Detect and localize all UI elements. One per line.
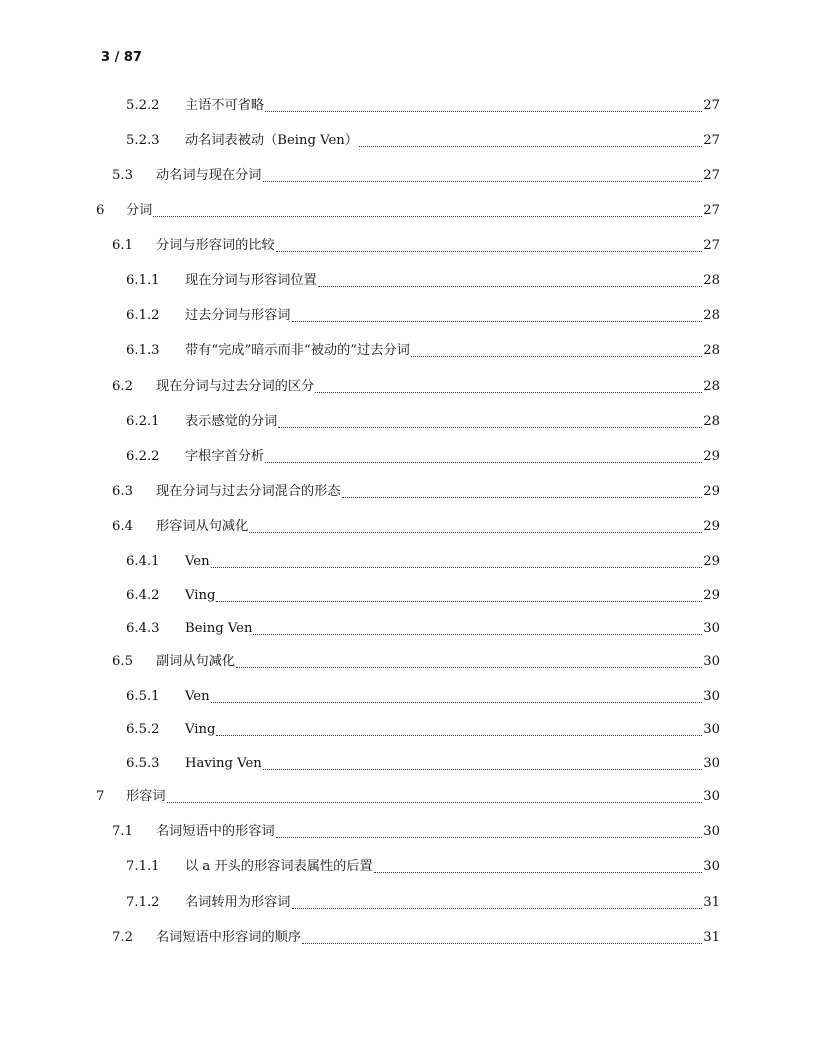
toc-entry-title: 动名词表被动（Being Ven） — [185, 133, 358, 148]
toc-entry-page: 27 — [703, 168, 720, 183]
toc-entry[interactable] — [126, 857, 720, 877]
toc-entry-title: 现在分词与过去分词混合的形态 — [156, 484, 341, 499]
toc-entry[interactable] — [112, 822, 720, 842]
toc-entry-number: 7.2 — [112, 930, 133, 945]
toc-dot-leader — [253, 634, 702, 635]
toc-entry[interactable] — [126, 720, 720, 740]
toc-entry-page: 27 — [703, 98, 720, 113]
toc-entry-page: 29 — [703, 449, 720, 464]
toc-entry-title: 形容词从句减化 — [156, 519, 249, 534]
toc-entry-title: Having Ven — [185, 756, 262, 771]
toc-entry[interactable] — [96, 201, 720, 221]
toc-entry-page: 30 — [703, 621, 720, 636]
toc-entry-page: 29 — [703, 588, 720, 603]
page-indicator: 3 / 87 — [101, 50, 142, 65]
toc-entry-page: 29 — [703, 519, 720, 534]
toc-dot-leader — [302, 943, 702, 944]
toc-entry-page: 28 — [703, 414, 720, 429]
toc-dot-leader — [374, 872, 703, 873]
toc-entry-number: 6.3 — [112, 484, 133, 499]
toc-entry-number: 6.5.2 — [126, 722, 160, 737]
toc-entry-title: 分词 — [126, 203, 153, 218]
toc-dot-leader — [211, 702, 703, 703]
toc-entry-title: Being Ven — [185, 621, 253, 636]
toc-dot-leader — [263, 769, 702, 770]
toc-entry-title: 名词短语中形容词的顺序 — [156, 930, 302, 945]
toc-dot-leader — [249, 532, 702, 533]
toc-entry-page: 30 — [703, 654, 720, 669]
toc-dot-leader — [263, 181, 703, 182]
toc-entry[interactable] — [126, 586, 720, 606]
toc-entry-number: 6 — [96, 203, 105, 218]
toc-entry[interactable] — [112, 236, 720, 256]
toc-dot-leader — [278, 427, 702, 428]
toc-entry-number: 6.1.2 — [126, 308, 160, 323]
toc-dot-leader — [211, 567, 703, 568]
toc-entry-number: 6.1 — [112, 238, 133, 253]
toc-entry-page: 27 — [703, 238, 720, 253]
toc-dot-leader — [411, 356, 702, 357]
toc-entry-page: 29 — [703, 554, 720, 569]
toc-entry[interactable] — [126, 306, 720, 326]
toc-entry[interactable] — [112, 517, 720, 537]
toc-entry-title: 副词从句减化 — [156, 654, 236, 669]
toc-entry-page: 31 — [703, 895, 720, 910]
toc-entry-page: 30 — [703, 824, 720, 839]
toc-entry[interactable] — [96, 787, 720, 807]
toc-entry[interactable] — [126, 687, 720, 707]
toc-entry[interactable] — [126, 447, 720, 467]
toc-entry-page: 30 — [703, 859, 720, 874]
toc-entry-title: Ven — [185, 554, 210, 569]
toc-entry-number: 6.5.3 — [126, 756, 160, 771]
toc-entry-number: 7.1.2 — [126, 895, 160, 910]
toc-entry-number: 6.4.3 — [126, 621, 160, 636]
toc-dot-leader — [318, 286, 702, 287]
toc-entry-title: 字根字首分析 — [185, 449, 265, 464]
toc-entry-number: 6.1.1 — [126, 273, 160, 288]
toc-entry-title: 表示感觉的分词 — [185, 414, 278, 429]
toc-entry[interactable] — [112, 377, 720, 397]
toc-entry-title: Ving — [185, 722, 216, 737]
toc-entry[interactable] — [126, 412, 720, 432]
toc-entry-title: Ving — [185, 588, 216, 603]
toc-dot-leader — [276, 837, 703, 838]
toc-entry-title: Ven — [185, 689, 210, 704]
toc-dot-leader — [292, 321, 703, 322]
toc-entry-title: 现在分词与形容词位置 — [185, 273, 317, 288]
toc-entry[interactable] — [126, 552, 720, 572]
toc-entry-number: 6.4 — [112, 519, 133, 534]
toc-entry-page: 27 — [703, 133, 720, 148]
toc-dot-leader — [292, 908, 703, 909]
toc-entry[interactable] — [126, 96, 720, 116]
toc-entry-number: 7.1.1 — [126, 859, 160, 874]
toc-entry-page: 30 — [703, 756, 720, 771]
toc-entry-number: 6.4.2 — [126, 588, 160, 603]
toc-entry[interactable] — [126, 754, 720, 774]
toc-entry-title: 形容词 — [126, 789, 166, 804]
toc-dot-leader — [167, 802, 703, 803]
toc-entry-title: 名词转用为形容词 — [185, 895, 291, 910]
toc-entry[interactable] — [112, 482, 720, 502]
toc-entry-page: 28 — [703, 308, 720, 323]
toc-entry-number: 5.2.3 — [126, 133, 160, 148]
toc-entry[interactable] — [126, 341, 720, 361]
toc-entry-number: 6.2.1 — [126, 414, 160, 429]
toc-entry[interactable] — [126, 271, 720, 291]
toc-entry-number: 7 — [96, 789, 105, 804]
toc-entry-page: 28 — [703, 379, 720, 394]
toc-dot-leader — [236, 667, 702, 668]
toc-entry-title: 动名词与现在分词 — [156, 168, 262, 183]
toc-entry-page: 27 — [703, 203, 720, 218]
toc-entry-number: 6.1.3 — [126, 343, 160, 358]
toc-entry-number: 6.2 — [112, 379, 133, 394]
toc-entry[interactable] — [112, 928, 720, 948]
toc-entry[interactable] — [112, 166, 720, 186]
toc-entry-page: 30 — [703, 722, 720, 737]
toc-entry-page: 28 — [703, 343, 720, 358]
toc-entry[interactable] — [126, 893, 720, 913]
toc-dot-leader — [265, 111, 702, 112]
toc-entry-page: 30 — [703, 789, 720, 804]
toc-entry-title: 以 a 开头的形容词表属性的后置 — [185, 859, 373, 874]
toc-entry-number: 6.2.2 — [126, 449, 160, 464]
toc-dot-leader — [153, 216, 702, 217]
toc-dot-leader — [276, 251, 703, 252]
toc-entry-title: 主语不可省略 — [185, 98, 265, 113]
toc-entry-number: 6.5.1 — [126, 689, 160, 704]
toc-entry-number: 5.2.2 — [126, 98, 160, 113]
toc-entry-page: 28 — [703, 273, 720, 288]
toc-entry-title: 名词短语中的形容词 — [156, 824, 275, 839]
toc-entry-page: 31 — [703, 930, 720, 945]
toc-dot-leader — [342, 497, 703, 498]
toc-dot-leader — [315, 392, 702, 393]
toc-entry-title: 现在分词与过去分词的区分 — [156, 379, 315, 394]
toc-entry-number: 5.3 — [112, 168, 133, 183]
toc-entry-page: 30 — [703, 689, 720, 704]
toc-entry-number: 6.4.1 — [126, 554, 160, 569]
toc-dot-leader — [216, 735, 702, 736]
toc-entry-page: 29 — [703, 484, 720, 499]
toc-entry-title: 带有“完成”暗示而非“被动的”过去分词 — [185, 343, 410, 358]
toc-dot-leader — [265, 462, 702, 463]
toc-entry-number: 7.1 — [112, 824, 133, 839]
toc-entry[interactable] — [126, 619, 720, 639]
toc-dot-leader — [216, 601, 702, 602]
toc-entry-number: 6.5 — [112, 654, 133, 669]
toc-entry-title: 过去分词与形容词 — [185, 308, 291, 323]
toc-entry[interactable] — [126, 131, 720, 151]
toc-entry-title: 分词与形容词的比较 — [156, 238, 275, 253]
toc-dot-leader — [359, 146, 702, 147]
toc-entry[interactable] — [112, 652, 720, 672]
